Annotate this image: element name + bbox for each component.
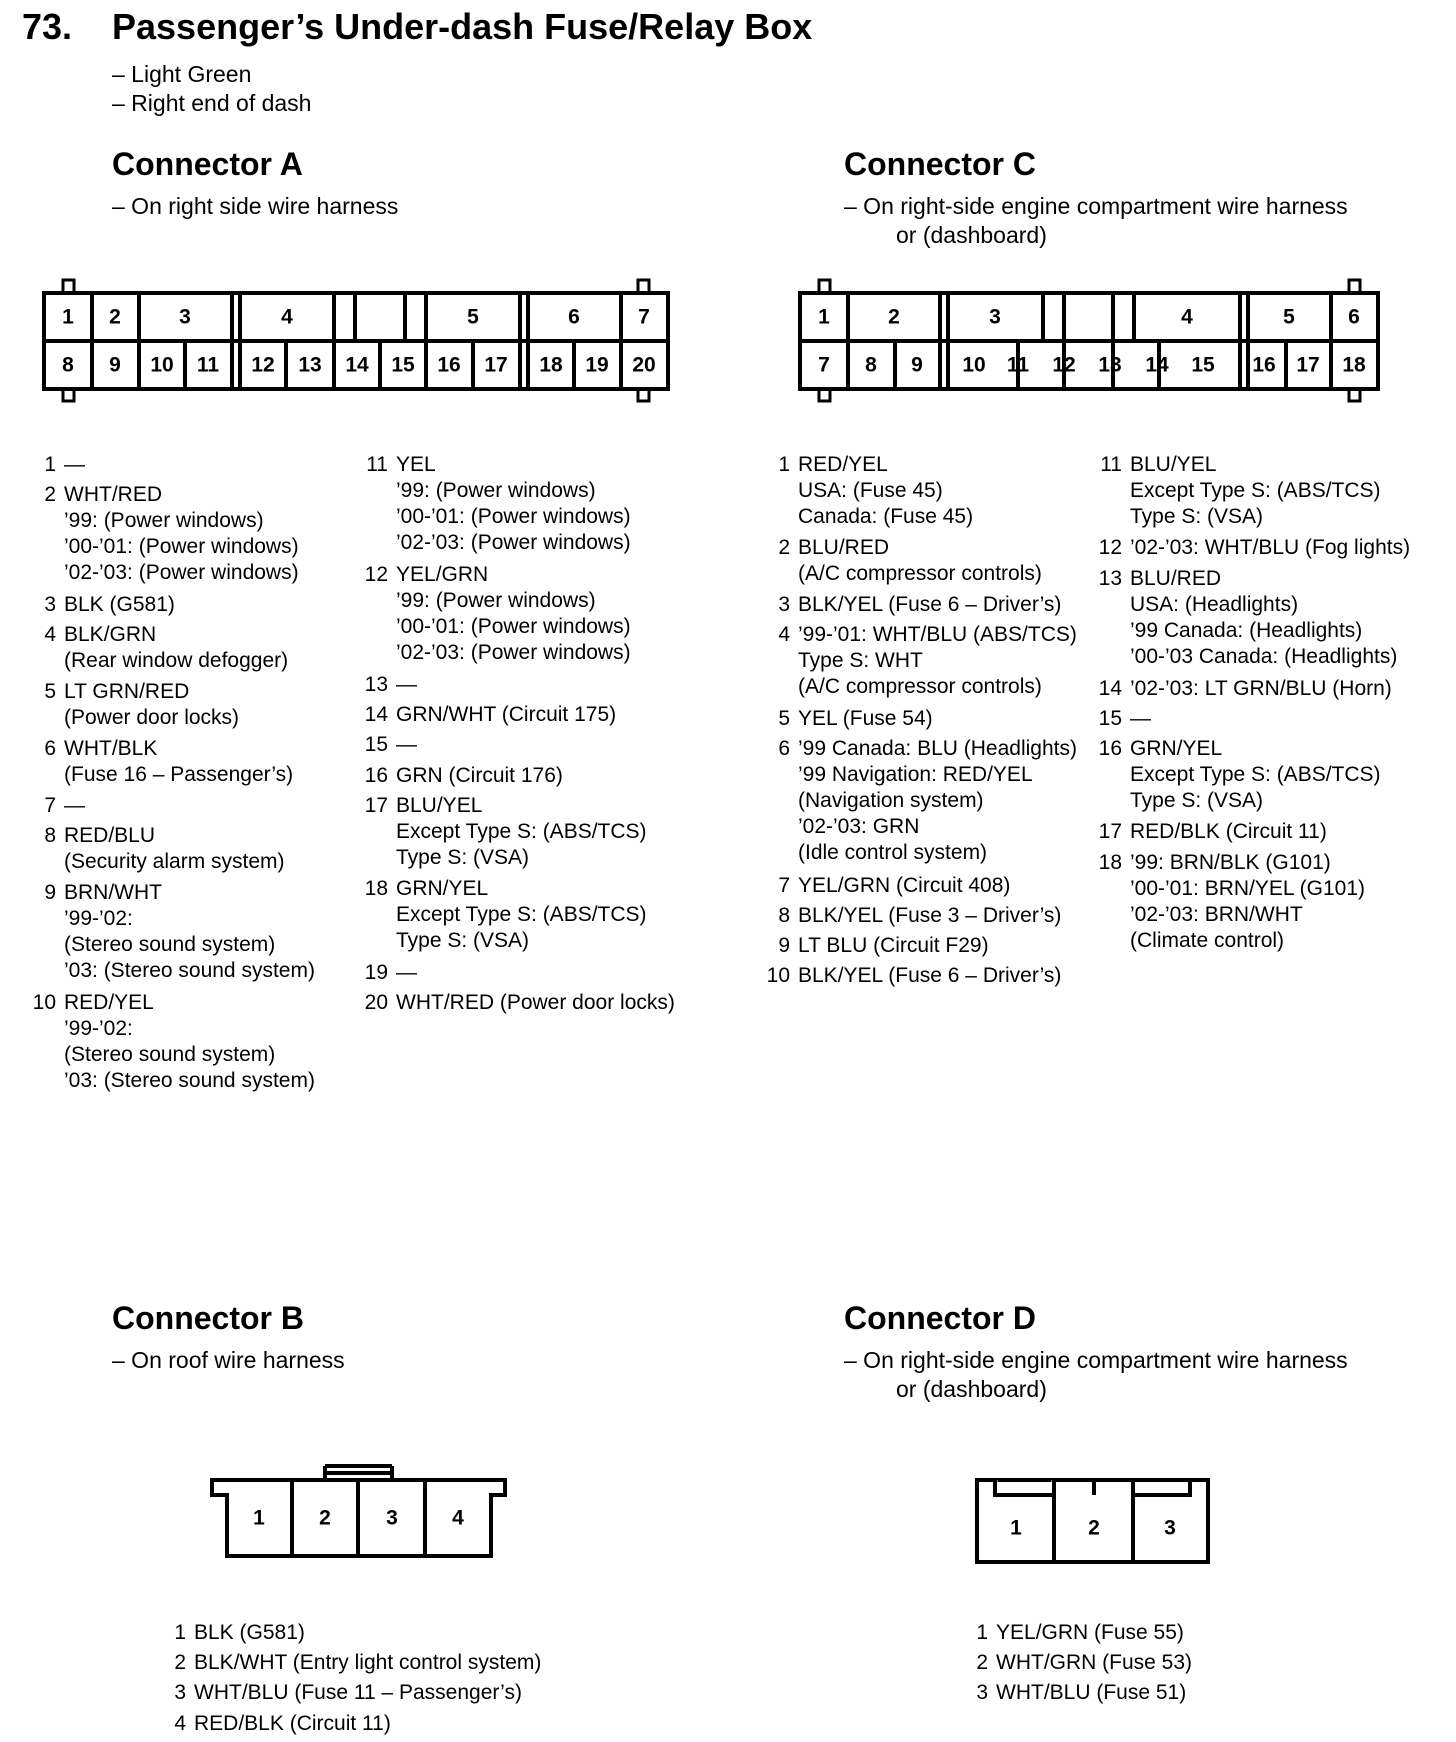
pin-line: (Climate control)	[1130, 928, 1285, 952]
pin-number: 4	[174, 1711, 186, 1735]
connector-a-pin-10	[30, 990, 315, 1094]
connector-a-pin-7	[30, 793, 85, 819]
pin-line: YEL/GRN (Fuse 55)	[996, 1621, 1184, 1644]
connector-a-pin-9	[30, 880, 315, 984]
pin-line: (Idle control system)	[798, 841, 988, 864]
pin-line: ’99-’02:	[64, 1016, 133, 1040]
pin-description	[64, 880, 315, 984]
connector-c-pin-13	[1096, 566, 1397, 670]
connector-c-shape	[800, 280, 1378, 401]
pin-line: ’02-’03: WHT/BLU (Fog lights)	[1130, 536, 1411, 560]
pin-line: ’03: (Stereo sound system)	[64, 1068, 315, 1092]
connector-c-location: – On right-side engine compartment wire harness	[844, 193, 1348, 219]
pin-number: 7	[778, 873, 790, 897]
pin-line: WHT/GRN (Fuse 53)	[996, 1651, 1193, 1675]
pin-line: —	[1130, 706, 1151, 730]
connector-c-cell-12: 12	[1052, 353, 1076, 377]
pin-line: YEL/GRN	[396, 563, 489, 586]
connector-c-cell-16: 16	[1252, 353, 1276, 377]
pin-description	[1130, 676, 1392, 702]
pin-line: BLK (G581)	[194, 1621, 305, 1644]
pin-description	[1130, 736, 1381, 814]
connector-c-pin-17	[1096, 819, 1327, 845]
pin-line: Except Type S: (ABS/TCS)	[1130, 479, 1381, 502]
pin-description	[1130, 535, 1410, 561]
pin-line: WHT/RED (Power door locks)	[396, 990, 675, 1014]
pin-number: 13	[364, 673, 388, 696]
connector-c-cell-14: 14	[1145, 353, 1169, 377]
pin-line: Except Type S: (ABS/TCS)	[1130, 763, 1381, 786]
pin-line: ’02-’03: (Power windows)	[396, 531, 631, 554]
connector-c-cell-18: 18	[1342, 353, 1366, 377]
pin-number: 14	[364, 703, 388, 727]
pin-line: (Navigation system)	[798, 789, 984, 812]
pin-line: GRN (Circuit 176)	[396, 763, 563, 787]
connector-c-cell-2: 2	[888, 305, 900, 329]
pin-line: —	[396, 673, 417, 696]
pin-line: ’99 Canada: (Headlights)	[1130, 618, 1363, 642]
connector-c-pin-16	[1096, 736, 1381, 814]
pin-line: RED/YEL	[798, 453, 888, 476]
pin-line: ’99-’02:	[64, 906, 133, 930]
pin-line: USA: (Fuse 45)	[798, 479, 943, 502]
pin-line: ’99: (Power windows)	[64, 509, 264, 533]
connector-a-pin-16	[362, 763, 563, 789]
pin-number: 8	[44, 824, 56, 847]
pin-line: ’02-’03: (Power windows)	[396, 641, 631, 664]
pin-line: RED/BLU	[64, 824, 156, 847]
pin-number: 1	[44, 453, 56, 476]
connector-a-cell-16: 16	[437, 353, 461, 377]
pin-description	[798, 706, 933, 732]
connector-c-cell-13: 13	[1098, 353, 1122, 377]
connector-c-pin-10	[764, 963, 1061, 989]
connector-a-cell-4: 4	[281, 305, 293, 329]
pin-description	[396, 452, 631, 556]
pin-description	[396, 990, 675, 1016]
pin-number: 15	[1098, 706, 1122, 730]
connector-a-title: Connector A	[112, 146, 303, 182]
connector-d-cell-1: 1	[1010, 1516, 1022, 1540]
connector-c-cell-6: 6	[1348, 305, 1360, 329]
pin-line: (Stereo sound system)	[64, 1042, 276, 1066]
pin-description	[798, 933, 989, 959]
connector-b-cell-3: 3	[386, 1506, 398, 1530]
connector-c-pin-12	[1096, 535, 1410, 561]
pin-line: ’99: BRN/BLK (G101)	[1130, 850, 1331, 874]
pin-line: ’99 Navigation: RED/YEL	[798, 763, 1033, 786]
pin-line: (A/C compressor controls)	[798, 675, 1042, 699]
pin-description	[996, 1650, 1192, 1676]
pin-number: 10	[766, 964, 790, 988]
connector-c-location-alt: or (dashboard)	[896, 222, 1047, 248]
connector-c-cell-1: 1	[818, 305, 830, 329]
connector-a-cell-13: 13	[298, 353, 322, 377]
pin-line: ’00-’01: (Power windows)	[64, 535, 299, 559]
pin-line: LT GRN/RED	[64, 680, 190, 704]
connector-d-pin-3	[962, 1680, 1186, 1706]
pin-description	[798, 452, 973, 530]
connector-a-cell-14: 14	[345, 353, 369, 377]
connector-c-pin-3	[764, 592, 1061, 618]
connector-a-pin-3	[30, 592, 175, 618]
pin-line: (Power door locks)	[64, 706, 240, 730]
connector-d-location: – On right-side engine compartment wire harness	[844, 1347, 1348, 1373]
pin-number: 9	[44, 880, 56, 904]
pin-line: ’99: (Power windows)	[396, 589, 596, 612]
pin-description	[798, 873, 1010, 899]
pin-description	[396, 763, 563, 789]
pin-line: YEL/GRN (Circuit 408)	[798, 873, 1011, 897]
connector-a-cell-17: 17	[484, 353, 508, 377]
connector-d-location-alt: or (dashboard)	[896, 1376, 1047, 1402]
connector-c-pin-1	[764, 452, 973, 530]
pin-number: 1	[174, 1621, 186, 1644]
pin-description	[64, 990, 315, 1094]
pin-description	[64, 452, 85, 478]
pin-description	[396, 732, 417, 758]
pin-line: ’99 Canada: BLU (Headlights)	[798, 737, 1077, 760]
pin-description	[194, 1650, 541, 1676]
pin-description	[1130, 566, 1397, 670]
pin-line: BLK/YEL (Fuse 3 – Driver’s)	[798, 903, 1062, 927]
pin-line: WHT/BLU (Fuse 51)	[996, 1681, 1187, 1705]
pin-line: ’02-’03: GRN	[798, 815, 920, 838]
connector-b-cell-2: 2	[319, 1506, 331, 1530]
pin-description	[64, 592, 175, 618]
pin-number: 3	[174, 1681, 186, 1705]
connector-b-cell-1: 1	[253, 1506, 265, 1530]
pin-description	[798, 963, 1061, 989]
pin-line: WHT/BLU (Fuse 11 – Passenger’s)	[194, 1681, 522, 1705]
pin-line: ’02-’03: BRN/WHT	[1130, 902, 1303, 926]
pin-line: ’00-’01: BRN/YEL (G101)	[1130, 876, 1365, 900]
pin-line: ’00-’03 Canada: (Headlights)	[1130, 644, 1398, 668]
connector-c-pin-8	[764, 903, 1061, 929]
connector-d-cell-2: 2	[1088, 1516, 1100, 1540]
connector-c-pin-14	[1096, 676, 1392, 702]
pin-number: 9	[778, 934, 790, 957]
connector-d-title: Connector D	[844, 1300, 1036, 1336]
pin-description	[64, 622, 288, 674]
connector-a-cell-19: 19	[585, 353, 609, 377]
pin-description	[1130, 850, 1365, 954]
connector-a-pin-13	[362, 672, 417, 698]
pin-number: 6	[778, 737, 790, 760]
pin-number: 16	[364, 763, 388, 787]
connector-a-cell-7: 7	[638, 305, 650, 329]
pin-description	[996, 1680, 1186, 1706]
pin-line: (Fuse 16 – Passenger’s)	[64, 763, 294, 786]
pin-line: GRN/YEL	[396, 877, 489, 901]
connector-a-shape	[44, 280, 668, 401]
pin-line: Type S: (VSA)	[396, 845, 530, 869]
pin-number: 6	[44, 737, 56, 760]
pin-line: ’99-’01: WHT/BLU (ABS/TCS)	[798, 623, 1077, 647]
connector-c-pin-9	[764, 933, 989, 959]
pin-line: —	[64, 453, 85, 476]
pin-number: 2	[778, 536, 790, 560]
pin-line: —	[396, 733, 417, 757]
box-location-note: – Right end of dash	[112, 90, 312, 116]
pin-description	[194, 1680, 522, 1706]
pin-number: 8	[778, 903, 790, 927]
box-color-note: – Light Green	[112, 61, 252, 87]
connector-d-cells	[1010, 1517, 1176, 1540]
pin-line: BLU/YEL	[1130, 453, 1217, 476]
pin-description	[396, 876, 647, 954]
connector-b-pin-1	[160, 1620, 305, 1646]
connector-a-pin-12	[362, 562, 631, 666]
connector-c-pin-18	[1096, 850, 1365, 954]
connector-c-cell-4: 4	[1181, 305, 1193, 329]
pin-number: 7	[44, 793, 56, 817]
pin-line: GRN/YEL	[1130, 737, 1223, 760]
pin-description	[194, 1620, 305, 1646]
connector-a-pin-2	[30, 482, 299, 586]
connector-a-cell-1: 1	[62, 305, 74, 329]
connector-a-pin-17	[362, 793, 647, 871]
pin-description	[1130, 706, 1151, 732]
pin-line: BLU/RED	[1130, 566, 1222, 590]
pin-number: 10	[32, 990, 56, 1014]
pin-description	[64, 736, 293, 788]
pin-number: 2	[976, 1651, 988, 1675]
pin-description	[194, 1711, 391, 1737]
pin-number: 19	[364, 960, 388, 984]
pin-line: WHT/BLK	[64, 737, 158, 760]
pin-description	[798, 736, 1077, 866]
pin-description	[798, 535, 1042, 587]
pin-number: 12	[1098, 536, 1122, 560]
pin-number: 11	[1100, 453, 1122, 476]
connector-b-title: Connector B	[112, 1300, 304, 1336]
pin-line: Except Type S: (ABS/TCS)	[396, 819, 647, 843]
pin-description	[996, 1620, 1184, 1646]
pin-line: —	[396, 960, 417, 984]
connector-d-pin-2	[962, 1650, 1192, 1676]
connector-c-cell-3: 3	[989, 305, 1001, 329]
pin-line: RED/YEL	[64, 990, 154, 1014]
pin-line: Type S: (VSA)	[396, 929, 530, 953]
pin-line: (Stereo sound system)	[64, 932, 276, 956]
pin-description	[396, 562, 631, 666]
pin-number: 5	[44, 680, 56, 704]
pin-description	[798, 903, 1061, 929]
pin-line: (Security alarm system)	[64, 850, 285, 873]
connector-a-pin-15	[362, 732, 417, 758]
connector-a-pin-6	[30, 736, 293, 788]
connector-c-pin-15	[1096, 706, 1151, 732]
pin-description	[64, 482, 299, 586]
pin-number: 1	[976, 1621, 988, 1644]
connector-b-pin-3	[160, 1680, 522, 1706]
pin-number: 13	[1098, 566, 1122, 590]
section-number: 73.	[22, 6, 73, 47]
connector-c-pin-5	[764, 706, 933, 732]
pin-line: RED/BLK (Circuit 11)	[1130, 820, 1327, 844]
pin-description	[64, 823, 285, 875]
pin-line: ’00-’01: (Power windows)	[396, 615, 631, 638]
pin-description	[64, 793, 85, 819]
pin-number: 3	[976, 1681, 988, 1705]
pin-line: ’03: (Stereo sound system)	[64, 958, 315, 982]
connector-a-pin-20	[362, 990, 675, 1016]
connector-c-cell-17: 17	[1296, 353, 1320, 377]
pin-description	[396, 793, 647, 871]
connector-a-pin-5	[30, 679, 239, 731]
connector-c-cell-9: 9	[911, 353, 923, 377]
connector-a-pin-19	[362, 960, 417, 986]
pin-line: BLK/GRN	[64, 623, 157, 647]
pin-line: Type S: (VSA)	[1130, 505, 1264, 528]
pin-number: 11	[366, 453, 388, 476]
connector-c-cell-8: 8	[865, 353, 877, 377]
connector-b-pin-4	[160, 1711, 391, 1737]
pin-number: 18	[1098, 850, 1122, 874]
pin-line: BLK/YEL (Fuse 6 – Driver’s)	[798, 964, 1062, 988]
pin-line: BLK/WHT (Entry light control system)	[194, 1651, 542, 1675]
connector-a-pin-8	[30, 823, 285, 875]
pin-line: Type S: (VSA)	[1130, 789, 1264, 812]
pin-line: WHT/RED	[64, 483, 162, 507]
pin-description	[396, 672, 417, 698]
pin-number: 3	[778, 593, 790, 617]
connector-c-cell-11: 11	[1006, 353, 1030, 377]
pin-line: USA: (Headlights)	[1130, 592, 1299, 616]
pin-line: Except Type S: (ABS/TCS)	[396, 903, 647, 927]
pin-line: ’02-’03: LT GRN/BLU (Horn)	[1130, 676, 1392, 700]
connector-a-location: – On right side wire harness	[112, 193, 399, 219]
pin-line: LT BLU (Circuit F29)	[798, 934, 989, 957]
connector-c-pin-6	[764, 736, 1077, 866]
connector-a-cell-15: 15	[391, 353, 415, 377]
pin-line: BLK (G581)	[64, 593, 175, 617]
connector-a-cell-20: 20	[632, 353, 656, 377]
pin-line: BLU/YEL	[396, 793, 483, 817]
pin-line: ’00-’01: (Power windows)	[396, 505, 631, 528]
pin-number: 18	[364, 877, 388, 901]
pin-number: 20	[364, 990, 388, 1014]
connector-a-cell-18: 18	[539, 353, 563, 377]
pin-number: 5	[778, 706, 790, 730]
connector-b-cell-4: 4	[452, 1506, 464, 1530]
pin-number: 14	[1098, 676, 1122, 700]
connector-a-cell-10: 10	[150, 353, 174, 377]
pin-number: 2	[44, 483, 56, 507]
pin-description	[64, 679, 239, 731]
page-title: Passenger’s Under-dash Fuse/Relay Box	[112, 6, 813, 47]
connector-a-cell-3: 3	[179, 305, 191, 329]
pin-number: 17	[364, 793, 388, 817]
pin-line: BLU/RED	[798, 536, 890, 560]
connector-a-pin-1	[30, 452, 85, 478]
connector-a-cell-9: 9	[109, 353, 121, 377]
pin-number: 3	[44, 593, 56, 617]
pin-description	[1130, 452, 1381, 530]
pin-line: BLK/YEL (Fuse 6 – Driver’s)	[798, 593, 1062, 617]
pin-line: (Rear window defogger)	[64, 649, 289, 673]
pin-line: YEL	[396, 453, 436, 476]
connector-c-pin-7	[764, 873, 1010, 899]
pin-line: Canada: (Fuse 45)	[798, 505, 974, 528]
connector-a-cell-5: 5	[467, 305, 479, 329]
connector-c-cell-7: 7	[818, 353, 830, 377]
connector-c-cell-15: 15	[1191, 353, 1215, 377]
pin-number: 1	[778, 453, 790, 476]
connector-c-cell-5: 5	[1283, 305, 1295, 329]
pin-line: GRN/WHT (Circuit 175)	[396, 703, 617, 727]
connector-a-cell-11: 11	[196, 353, 220, 377]
connector-b-location: – On roof wire harness	[112, 1347, 345, 1373]
pin-line: —	[64, 793, 85, 817]
connector-a-cell-6: 6	[568, 305, 580, 329]
pin-number: 16	[1098, 737, 1122, 760]
connector-b-pin-2	[160, 1650, 541, 1676]
pin-description	[1130, 819, 1327, 845]
connector-c-pin-2	[764, 535, 1042, 587]
pin-description	[798, 622, 1077, 700]
pin-number: 4	[778, 623, 790, 647]
connector-a-pin-14	[362, 702, 616, 728]
pin-number: 17	[1098, 820, 1122, 844]
pin-number: 15	[364, 733, 388, 757]
pin-number: 2	[174, 1651, 186, 1675]
connector-c-title: Connector C	[844, 146, 1036, 182]
connector-c-cell-10: 10	[962, 353, 986, 377]
connector-c-pin-11	[1096, 452, 1381, 530]
pin-line: YEL (Fuse 54)	[798, 706, 933, 730]
connector-d-pin-1	[962, 1620, 1184, 1646]
pin-line: ’02-’03: (Power windows)	[64, 561, 299, 585]
connector-d-cell-3: 3	[1164, 1516, 1176, 1540]
pin-number: 4	[44, 623, 56, 647]
connector-a-cell-8: 8	[62, 353, 74, 377]
connector-a-cell-2: 2	[109, 305, 121, 329]
pin-description	[396, 702, 616, 728]
connector-c-pin-4	[764, 622, 1077, 700]
connector-a-cell-12: 12	[251, 353, 275, 377]
pin-line: ’99: (Power windows)	[396, 479, 596, 502]
pin-line: RED/BLK (Circuit 11)	[194, 1711, 391, 1735]
pin-line: BRN/WHT	[64, 880, 162, 904]
connector-a-pin-4	[30, 622, 288, 674]
pin-number: 12	[364, 563, 388, 586]
pin-description	[798, 592, 1061, 618]
connector-a-pin-18	[362, 876, 647, 954]
connector-a-pin-11	[362, 452, 631, 556]
pin-description	[396, 960, 417, 986]
pin-line: (A/C compressor controls)	[798, 562, 1042, 586]
pin-line: Type S: WHT	[798, 649, 923, 673]
